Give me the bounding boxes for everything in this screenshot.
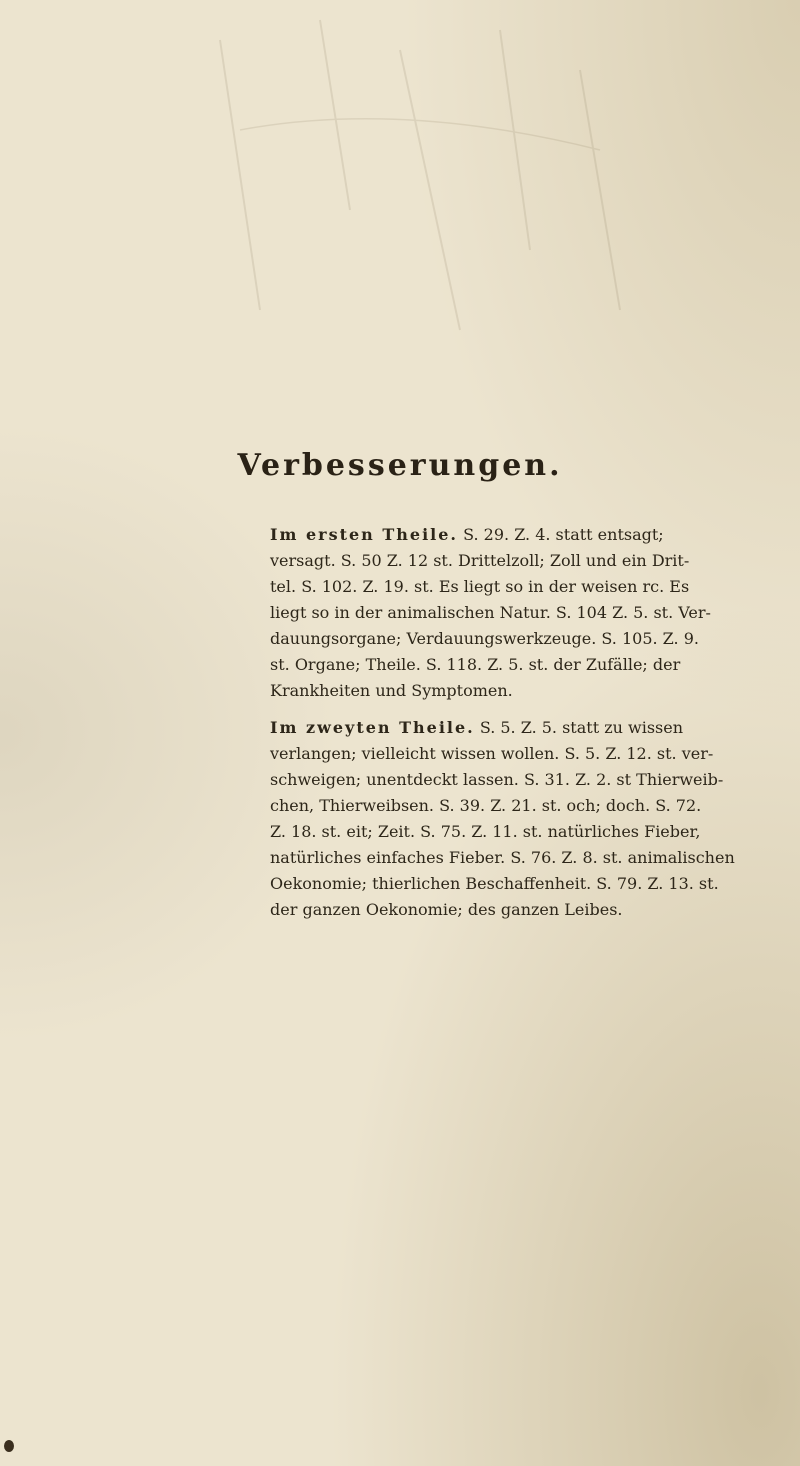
errata-line: st. Organe; Theile. S. 118. Z. 5. st. der Zufälle; der [270,655,681,674]
errata-part-two [270,715,735,923]
bleed-through-decoration [200,10,650,350]
section-lead: Im ersten Theile. [270,525,458,544]
errata-line: dauungsorgane; Verdauungswerkzeuge. S. 105. Z. 9. [270,629,699,648]
section-lead: Im zweyten Theile. [270,718,475,737]
errata-line: chen, Thierweibsen. S. 39. Z. 21. st. och; doch. S. 72. [270,796,702,815]
errata-line: Krankheiten und Symptomen. [270,681,513,700]
errata-line: Oekonomie; thierlichen Beschaffenheit. S. 79. Z. 13. st. [270,874,719,893]
errata-line: natürliches einfaches Fieber. S. 76. Z. 8. st. animalischen [270,848,735,867]
errata-line: tel. S. 102. Z. 19. st. Es liegt so in der weisen rc. Es [270,577,690,596]
errata-line: Im ersten Theile. S. 29. Z. 4. statt entsagt; [270,525,664,544]
page-title: Verbesserungen. [237,448,563,483]
errata-line: versagt. S. 50 Z. 12 st. Drittelzoll; Zoll und ein Drit- [270,551,690,570]
errata-part-one [270,522,730,704]
errata-line: Im zweyten Theile. S. 5. Z. 5. statt zu wissen [270,718,684,737]
errata-line: Z. 18. st. eit; Zeit. S. 75. Z. 11. st. natürliches Fieber, [270,822,701,841]
ink-spot [4,1440,14,1452]
errata-line: verlangen; vielleicht wissen wollen. S. 5. Z. 12. st. ver- [270,744,714,763]
errata-line: der ganzen Oekonomie; des ganzen Leibes. [270,900,623,919]
errata-line: schweigen; unentdeckt lassen. S. 31. Z. 2. st Thierweib- [270,770,724,789]
errata-line: liegt so in der animalischen Natur. S. 104 Z. 5. st. Ver- [270,603,711,622]
